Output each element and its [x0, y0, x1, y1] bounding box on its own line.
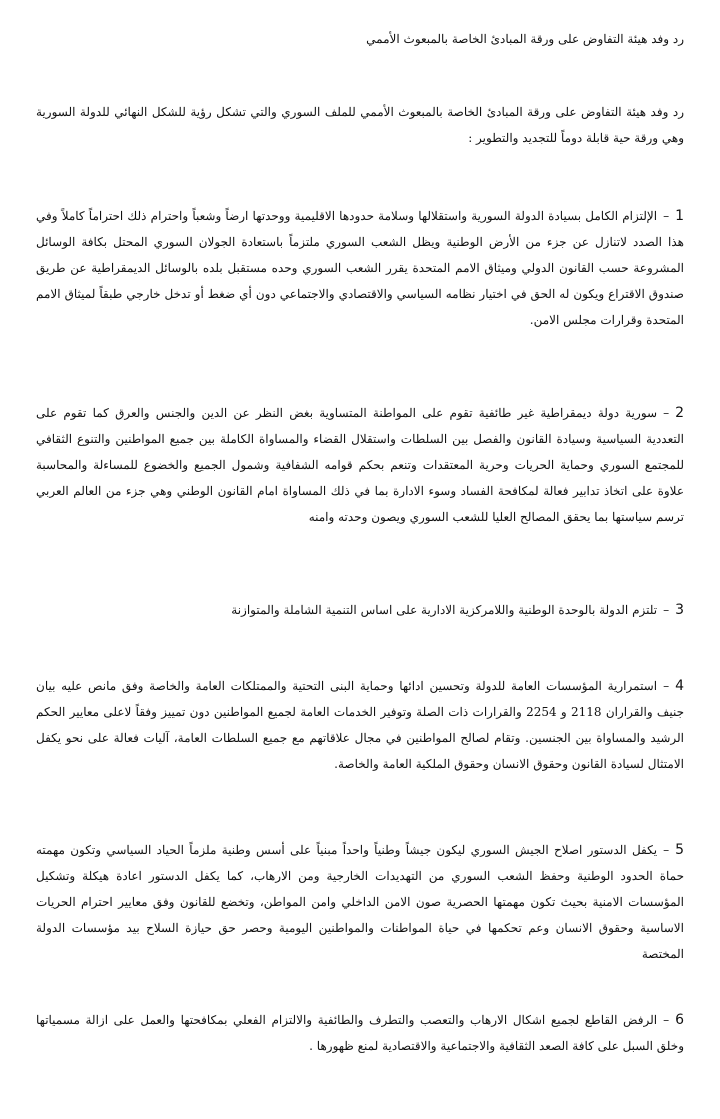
principle-text: سورية دولة ديمقراطية غير طائفية تقوم على المواطنة المتساوية بغض النظر عن الدين والجنس والعرق كما تقوم على التعددية السياسية وسيادة القانون والفصل بين السلطات واستقلال القضاء والمساواة الكاملة بين جميع المواطنين والتنوع الثقافي للمجتمع السوري وحماية الحريات وحرية المعتقدات وتنعم بحكم قوامه الشفافية وشمول الجميع والخضوع للمساءلة والمحاسبة علاوة على اتخاذ تدابير فعالة لمكافحة الفساد وسوء الادارة بما في ذلك المساواة امام القانون الوطني وهي جزء من العالم العربي ترسم سياستها بما يحقق المصالح العليا للشعب السوري ويصون وحدته وامنه: [36, 406, 685, 524]
principle-separator: –: [663, 843, 670, 857]
principle-separator: –: [663, 679, 670, 693]
document-title: رد وفد هيئة التفاوض على ورقة المبادئ الخاصة بالمبعوث الأممي: [366, 32, 684, 46]
principle-text: استمرارية المؤسسات العامة للدولة وتحسين ادائها وحماية البنى التحتية والممتلكات العامة والخاصة وفق مانص عليه بيان جنيف والقراران 2118 و 2254 والقرارات ذات الصلة وتوفير الخدمات العامة لجميع المواطنين دون تمييز وفقاً لاعلى معايير الحكم الرشيد والمساواة بين الجنسين. وتقام لصالح المواطنين في مجال علاقاتهم مع جميع السلطات العامة، آليات فعالة على نحو يكفل الامتثال لسيادة القانون وحقوق الانسان وحقوق الملكية العامة والخاصة.: [36, 679, 684, 771]
principle-number: 3: [675, 602, 684, 618]
principle-separator: –: [663, 406, 670, 420]
principle-separator: –: [663, 603, 670, 617]
principle-text: الإلتزام الكامل بسيادة الدولة السورية واستقلالها وسلامة حدودها الاقليمية ووحدتها ارضاً وشعباً واحترام ذلك احتراماً كاملاً وفي هذا الصدد لاتنازل عن جزء من الأرض الوطنية ويظل الشعب السوري ملتزماً باستعادة الجولان السوري المحتل بكافة الوسائل المشروعة حسب القانون الدولي وميثاق الامم المتحدة يقرر الشعب السوري وحده مستقبل بلده بالوسائل الديمقراطية عن طريق صندوق الاقتراع ويكون له الحق في اختيار نظامه السياسي والاقتصادي والاجتماعي دون أي ضغط أو تدخل خارجي طبقاً لميثاق الامم المتحدة وقرارات مجلس الامن.: [36, 209, 684, 327]
principle-item-6: [36, 1007, 684, 1059]
principle-item-1: [36, 203, 684, 333]
principle-separator: –: [663, 209, 670, 223]
principle-separator: –: [663, 1013, 670, 1027]
principle-text: يكفل الدستور اصلاح الجيش السوري ليكون جيشاً وطنياً واحداً مبنياً على أسس وطنية ملزماً الحياد السياسي وتكون مهمته حماة الحدود الوطنية وحفظ الشعب السوري من التهديدات الخارجية ومن الارهاب، كما يكفل الدستور اعادة هيكلة وتشكيل المؤسسات الامنية بحيث تكون مهمتها الحصرية صون الامن الداخلي وامن المواطن، وتخضع للقانون وفق معايير احترام الحريات الاساسية وحقوق الانسان وعم تحكمها في حياة المواطنات والمواطنين اليومية وحصر حق حيازة السلاح بيد مؤسسات الدولة المختصة: [36, 843, 684, 961]
intro-paragraph: رد وفد هيئة التفاوض على ورقة المبادئ الخاصة بالمبعوث الأممي للملف السوري والتي تشكل رؤية للشكل النهائي للدولة السورية وهي ورقة حية قابلة دوماً للتجديد والتطوير :: [36, 105, 684, 145]
principle-number: 4: [675, 678, 684, 694]
principle-item-3: [36, 597, 684, 623]
principle-item-2: [36, 400, 684, 530]
principle-item-4: [36, 673, 684, 777]
principle-number: 5: [675, 842, 684, 858]
principle-text: تلتزم الدولة بالوحدة الوطنية واللامركزية الادارية على اساس التنمية الشاملة والمتوازنة: [231, 603, 658, 617]
principle-text: الرفض القاطع لجميع اشكال الارهاب والتعصب والتطرف والطائفية والالتزام الفعلي بمكافحتها والعمل على ازالة مسمياتها وخلق السبل على كافة الصعد الثقافية والاجتماعية والاقتصادية لمنع ظهورها .: [36, 1013, 684, 1053]
principle-number: 1: [675, 208, 684, 224]
principle-number: 6: [675, 1012, 684, 1028]
principle-number: 2: [675, 405, 684, 421]
principle-item-5: [36, 837, 684, 967]
